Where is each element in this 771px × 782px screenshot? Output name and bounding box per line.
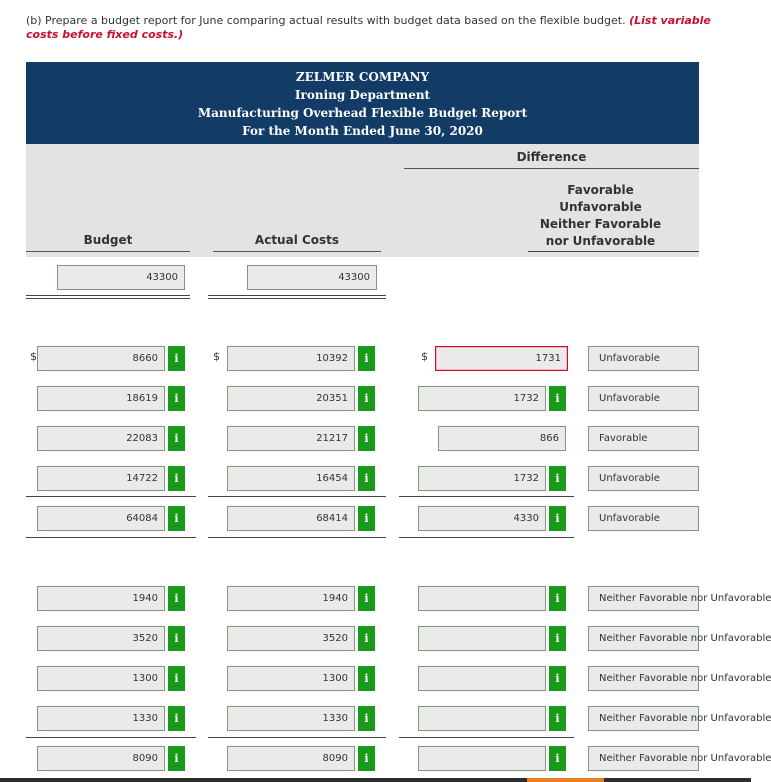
- actual-input[interactable]: 20351: [227, 386, 355, 411]
- budget-input[interactable]: 3520: [37, 626, 165, 651]
- actual-units-input[interactable]: 43300: [247, 265, 377, 290]
- info-icon[interactable]: i: [358, 706, 375, 731]
- actual-fixed-rule: [208, 737, 386, 738]
- status-select[interactable]: Neither Favorable nor Unfavorable: [588, 666, 699, 691]
- info-icon[interactable]: i: [168, 706, 185, 731]
- difference-input[interactable]: [418, 746, 546, 771]
- instructions-highlight: (List variable costs before fixed costs.): [26, 14, 711, 41]
- info-icon[interactable]: i: [549, 626, 566, 651]
- budget-input[interactable]: 1330: [37, 706, 165, 731]
- status-select[interactable]: Unfavorable: [588, 506, 699, 531]
- budget-input[interactable]: 14722: [37, 466, 165, 491]
- info-icon[interactable]: i: [168, 626, 185, 651]
- company-name: ZELMER COMPANY: [295, 70, 430, 84]
- status-select[interactable]: Neither Favorable nor Unfavorable: [588, 706, 699, 731]
- difference-fixed-rule: [399, 737, 574, 738]
- difference-dollar-sign: $: [421, 350, 428, 363]
- actual-input[interactable]: 1940: [227, 586, 355, 611]
- difference-underline: [528, 251, 699, 252]
- budget-input[interactable]: 8660: [37, 346, 165, 371]
- difference-subtotal-rule: [399, 496, 574, 497]
- info-icon[interactable]: i: [549, 706, 566, 731]
- actual-input[interactable]: 1330: [227, 706, 355, 731]
- actual-total-input[interactable]: 68414: [227, 506, 355, 531]
- difference-total-rule: [399, 537, 574, 538]
- info-icon[interactable]: i: [358, 466, 375, 491]
- info-icon[interactable]: i: [549, 386, 566, 411]
- report-title: Manufacturing Overhead Flexible Budget Report: [197, 106, 528, 120]
- difference-input[interactable]: [418, 626, 546, 651]
- bottom-bar-accent: [527, 778, 604, 782]
- info-icon[interactable]: i: [549, 746, 566, 771]
- info-icon[interactable]: i: [168, 346, 185, 371]
- budget-total-input[interactable]: 64084: [37, 506, 165, 531]
- budget-subtotal-rule: [26, 496, 196, 497]
- budget-units-input[interactable]: 43300: [57, 265, 185, 290]
- budget-input[interactable]: 1300: [37, 666, 165, 691]
- budget-input[interactable]: 18619: [37, 386, 165, 411]
- actual-column-header: Actual Costs: [213, 233, 381, 252]
- difference-total-input[interactable]: 4330: [418, 506, 546, 531]
- actual-input[interactable]: 3520: [227, 626, 355, 651]
- difference-column-header: Difference: [404, 150, 699, 169]
- actual-input[interactable]: 1300: [227, 666, 355, 691]
- info-icon[interactable]: i: [168, 586, 185, 611]
- info-icon[interactable]: i: [549, 506, 566, 531]
- department-name: Ironing Department: [294, 88, 431, 102]
- actual-input[interactable]: 16454: [227, 466, 355, 491]
- neither-label: Neither Favorable: [539, 217, 662, 231]
- budget-total-rule: [26, 537, 196, 538]
- actual-total-rule: [208, 537, 386, 538]
- info-icon[interactable]: i: [549, 666, 566, 691]
- favorable-label: Favorable: [567, 183, 634, 197]
- budget-input[interactable]: 22083: [37, 426, 165, 451]
- info-icon[interactable]: i: [168, 666, 185, 691]
- info-icon[interactable]: i: [358, 666, 375, 691]
- difference-input[interactable]: [418, 586, 546, 611]
- status-select[interactable]: Neither Favorable nor Unfavorable: [588, 626, 699, 651]
- budget-dollar-sign: $: [30, 350, 37, 363]
- difference-input[interactable]: 1731: [435, 346, 568, 371]
- actual-subtotal-rule: [208, 496, 386, 497]
- budget-units-double-rule: [26, 295, 190, 299]
- info-icon[interactable]: i: [358, 626, 375, 651]
- info-icon[interactable]: i: [358, 386, 375, 411]
- difference-input[interactable]: 866: [438, 426, 566, 451]
- actual-units-double-rule: [208, 295, 386, 299]
- info-icon[interactable]: i: [358, 346, 375, 371]
- actual-dollar-sign: $: [213, 350, 220, 363]
- difference-input[interactable]: [418, 706, 546, 731]
- info-icon[interactable]: i: [358, 586, 375, 611]
- difference-subheader: [528, 182, 673, 250]
- status-select[interactable]: Neither Favorable nor Unfavorable: [588, 746, 699, 771]
- status-select[interactable]: Favorable: [588, 426, 699, 451]
- info-icon[interactable]: i: [168, 506, 185, 531]
- budget-input[interactable]: 8090: [37, 746, 165, 771]
- info-icon[interactable]: i: [168, 386, 185, 411]
- status-select[interactable]: Unfavorable: [588, 346, 699, 371]
- report-header: [26, 62, 699, 144]
- info-icon[interactable]: i: [168, 746, 185, 771]
- budget-column-header: Budget: [26, 233, 190, 252]
- actual-input[interactable]: 21217: [227, 426, 355, 451]
- budget-fixed-rule: [26, 737, 196, 738]
- budget-input[interactable]: 1940: [37, 586, 165, 611]
- unfavorable-label: Unfavorable: [559, 200, 642, 214]
- info-icon[interactable]: i: [549, 586, 566, 611]
- info-icon[interactable]: i: [358, 506, 375, 531]
- actual-input[interactable]: 8090: [227, 746, 355, 771]
- neither-label-cont: nor Unfavorable: [545, 234, 656, 248]
- difference-input[interactable]: 1732: [418, 386, 546, 411]
- bottom-bar: [0, 778, 751, 782]
- info-icon[interactable]: i: [358, 426, 375, 451]
- actual-input[interactable]: 10392: [227, 346, 355, 371]
- status-select[interactable]: Unfavorable: [588, 466, 699, 491]
- status-select[interactable]: Unfavorable: [588, 386, 699, 411]
- difference-input[interactable]: [418, 666, 546, 691]
- info-icon[interactable]: i: [549, 466, 566, 491]
- info-icon[interactable]: i: [168, 426, 185, 451]
- info-icon[interactable]: i: [358, 746, 375, 771]
- instructions-text: (b) Prepare a budget report for June comparing actual results with budget data based on the flexible budget.: [26, 14, 626, 27]
- difference-input[interactable]: 1732: [418, 466, 546, 491]
- status-select[interactable]: Neither Favorable nor Unfavorable: [588, 586, 699, 611]
- info-icon[interactable]: i: [168, 466, 185, 491]
- instructions: [26, 14, 726, 42]
- report-period: For the Month Ended June 30, 2020: [242, 124, 483, 138]
